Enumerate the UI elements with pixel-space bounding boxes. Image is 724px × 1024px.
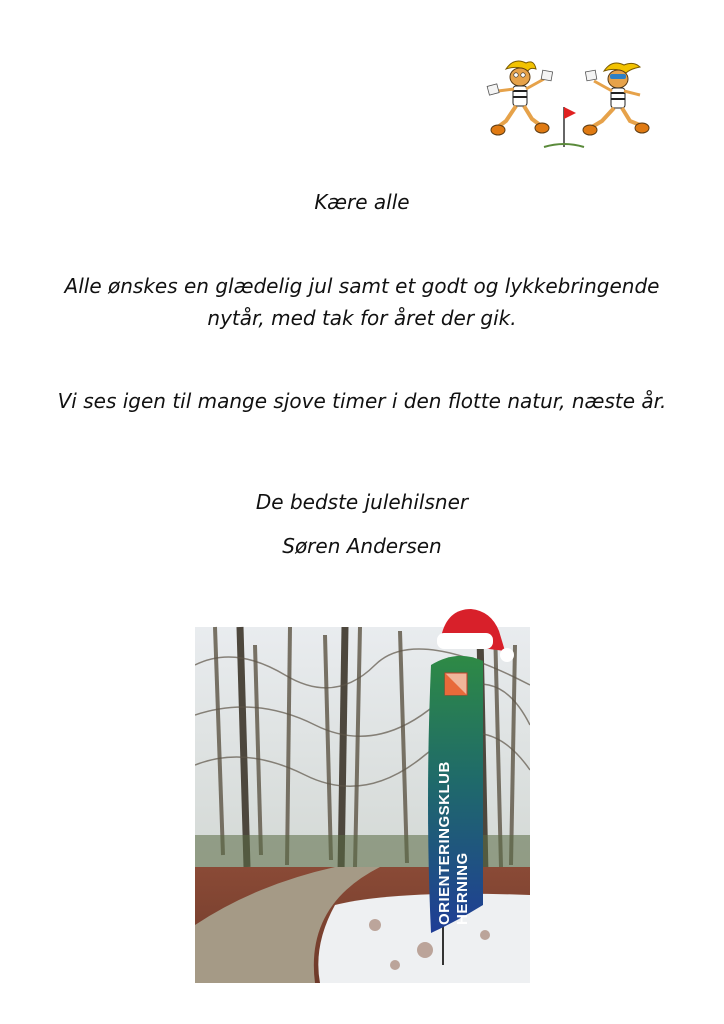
regards-text: De bedste julehilsner <box>255 490 469 514</box>
control-flag-icon <box>544 107 584 147</box>
orienteering-mascots-logo <box>484 55 654 150</box>
left-runner-icon <box>487 61 552 135</box>
right-runner-icon <box>583 63 649 135</box>
forest-flag-photo <box>195 605 530 983</box>
signature-text: Søren Andersen <box>282 534 442 558</box>
greeting-text: Kære alle <box>314 190 410 214</box>
holiday-wish-text: Alle ønskes en glædelig jul samt et godt og lykkebringende nytår, med tak for året der gik. <box>64 274 660 330</box>
flag-text-line2: ORIENTERINGSKLUB <box>436 761 453 925</box>
flag-text-line1: HERNING <box>454 852 471 925</box>
see-you-text: Vi ses igen til mange sjove timer i den flotte natur, næste år. <box>57 389 667 413</box>
